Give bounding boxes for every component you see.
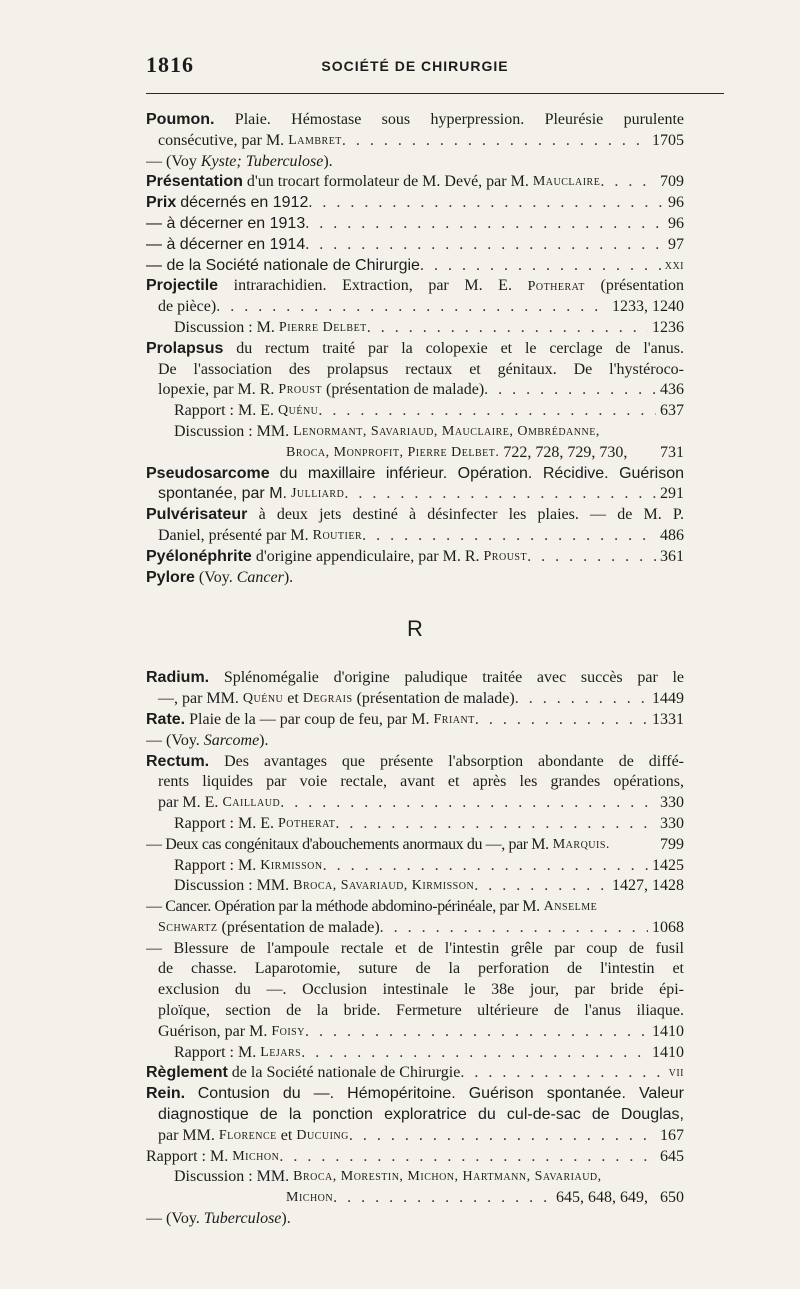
entry-line: par MM. Florence et Ducuing . . . 167	[146, 1126, 684, 1147]
entry-line: Rectum. Des avantages que présente l'absorption abondante de diffé-	[146, 752, 684, 770]
entry-line: Poumon. Plaie. Hémostase sous hyperpression. Pleurésie purulente	[146, 111, 684, 128]
entry-line: Pseudosarcome du maxillaire inférieur. Opération. Récidive. Guérison	[146, 464, 684, 482]
entry-line: rents liquides par voie rectale, avant et après les grandes opérations,	[158, 773, 684, 791]
entry-line: Rapport : M. E. Potherat . . . 330	[146, 814, 684, 835]
entry-line: Présentation d'un trocart formolateur de M. Devé, par M. Mauclaire . . . 709	[146, 172, 684, 193]
entry-line: — de la Société nationale de Chirurgie . . . xxi	[146, 256, 684, 277]
entry-line: Daniel, présenté par M. Routier . . . 486	[146, 526, 684, 547]
entry-line: — (Voy. Tuberculose ).	[146, 1210, 291, 1228]
entry-line: exclusion du —. Occlusion intestinale le 38e jour, par bride épi-	[158, 981, 684, 999]
entry-line: spontanée, par M. Julliard . . . 291	[146, 484, 684, 505]
entry-line: — Blessure de l'ampoule rectale et de l'intestin grêle par coup de fusil	[146, 939, 684, 957]
entry-line: Rapport : M. Michon . . . 645	[146, 1147, 684, 1168]
page-number: 1816	[146, 52, 194, 77]
entry-line: Schwartz (présentation de malade) . . . 1068	[146, 918, 684, 939]
entry-line: Discussion : MM. Broca, Savariaud, Kirmisson . . . 1427, 1428	[146, 876, 684, 897]
entry-line: de chasse. Laparotomie, suture de la perforation de l'intestin et	[158, 960, 684, 978]
entry-line: De l'association des prolapsus rectaux et génitaux. De l'hystéroco-	[158, 360, 684, 378]
entry-line: ploïque, section de la bride. Fermeture ultérieure de l'anus iliaque.	[158, 1002, 684, 1020]
entry-line: Projectile intrarachidien. Extraction, par M. E. Potherat (présentation	[146, 277, 684, 295]
page-header	[146, 52, 684, 82]
entry-line: Rate. Plaie de la — par coup de feu, par M. Friant . . . 1331	[146, 710, 684, 731]
entry-line: Discussion : MM. Lenormant, Savariaud, Mauclaire, Ombrédanne,	[174, 422, 600, 440]
entry-line: de pièce) . . . 1233, 1240	[146, 297, 684, 318]
entry-line: Radium. Splénomégalie d'origine paludique traitée avec succès par le	[146, 669, 684, 687]
entry-line: par M. E. Caillaud . . . 330	[146, 793, 684, 814]
entry-line: Discussion : MM. Broca, Morestin, Michon, Hartmann, Savariaud,	[174, 1168, 602, 1186]
entry-line: Pylore (Voy. Cancer ).	[146, 568, 294, 586]
entry-line: Règlement de la Société nationale de Chirurgie . . . vii	[146, 1063, 684, 1084]
entry-line: Michon . . . 645, 648, 649, 650	[146, 1188, 684, 1209]
entry-line: consécutive, par M. Lambret . . . 1705	[146, 131, 684, 152]
entry-line: Prix décernés en 1912 . . . 96	[146, 193, 684, 214]
entry-line: Pyélonéphrite d'origine appendiculaire, par M. R. Proust . . . 361	[146, 547, 684, 568]
entry-line: Guérison, par M. Foisy . . . 1410	[146, 1022, 684, 1043]
entry-line: — Cancer. Opération par la méthode abdomino-périnéale, par M. Anselme	[146, 898, 598, 916]
index-body	[146, 110, 684, 1230]
entry-line: — Deux cas congénitaux d'abouchements anormaux du —, par M. Marquis. 799	[146, 835, 684, 853]
entry-line: — (Voy. Sarcome ).	[146, 731, 269, 749]
entry-line: — à décerner en 1914 . . . 97	[146, 235, 684, 256]
entry-line: Rein. Contusion du —. Hémopéritoine. Guérison spontanée. Valeur	[146, 1085, 684, 1103]
entry-line: —, par MM. Quénu et Degrais (présentation de malade) . . . 1449	[146, 689, 684, 710]
entry-line: Rapport : M. Kirmisson . . . 1425	[146, 856, 684, 877]
entry-line: — à décerner en 1913 . . . 96	[146, 214, 684, 235]
entry-line: lopexie, par M. R. Proust (présentation de malade) . . . 436	[146, 380, 684, 401]
header-rule	[146, 93, 724, 94]
running-title: SOCIÉTÉ DE CHIRURGIE	[321, 58, 509, 74]
entry-line: Prolapsus du rectum traité par la colopexie et le cerclage de l'anus.	[146, 339, 684, 357]
entry-line: Rapport : M. Lejars . . . 1410	[146, 1043, 684, 1064]
entry-line: diagnostique de la ponction exploratrice du cul-de-sac de Douglas,	[158, 1106, 684, 1124]
entry-line: Discussion : M. Pierre Delbet . . . 1236	[146, 318, 684, 339]
entry-line: Broca, Monprofit, Pierre Delbet. 722, 728, 729, 730, 731	[286, 443, 684, 461]
section-letter: R	[407, 616, 423, 642]
entry-line: Rapport : M. E. Quénu . . . 637	[146, 401, 684, 422]
entry-line: — (Voy Kyste; Tuberculose ).	[146, 152, 333, 170]
entry-line: Pulvérisateur à deux jets destiné à désinfecter les plaies. — de M. P.	[146, 506, 684, 524]
